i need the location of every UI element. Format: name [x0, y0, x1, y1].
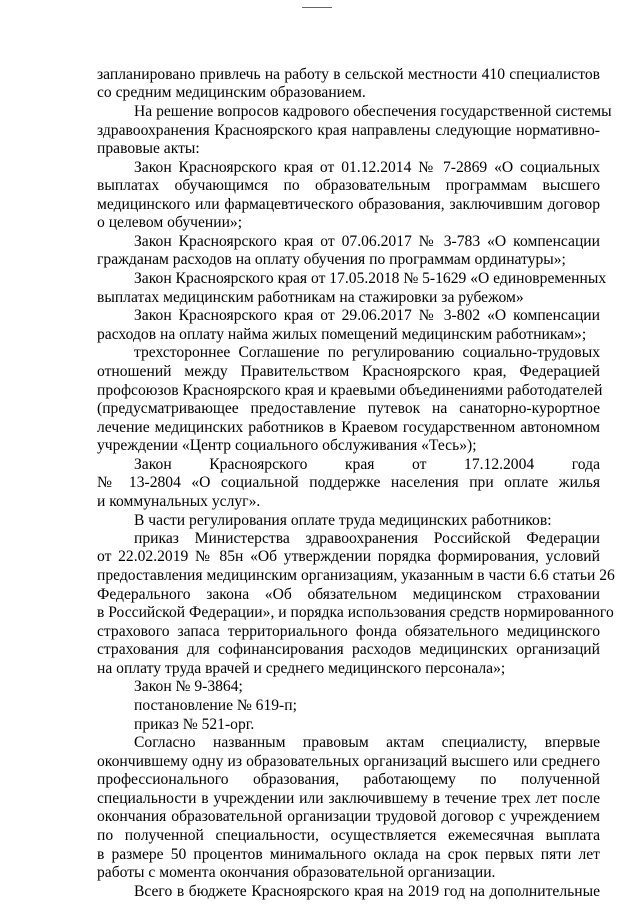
text-line: по полученной специальности, осуществляется ежемесячная выплата: [97, 827, 600, 844]
text-line: Согласно названным правовым актам специалисту, впервые: [134, 734, 600, 751]
text-line: о целевом обучении»;: [97, 214, 243, 231]
text-line: профессионального образования, работающему по полученной: [97, 771, 600, 788]
text-line: Закон Красноярского края от 17.12.2004 года: [134, 456, 600, 473]
text-line: Федерального закона «Об обязательном медицинском страховании: [97, 586, 600, 603]
text-line: правовые акты:: [97, 140, 200, 157]
page-top-mark: [302, 7, 332, 8]
text-line: (предусматривающее предоставление путевок на санаторно-курортное: [97, 400, 600, 417]
text-line: от 22.02.2019 № 85н «Об утверждении порядка формирования, условий: [97, 548, 600, 565]
text-line: специальности в учреждении или заключившему в течение трех лет после: [97, 790, 600, 807]
text-line: страхового запаса территориального фонда обязательного медицинского: [97, 623, 600, 640]
text-line: работы с момента окончания образовательной организации.: [97, 864, 496, 881]
text-line: В части регулирования оплате труда медицинских работников:: [134, 512, 552, 529]
text-line: и коммунальных услуг».: [97, 493, 261, 510]
text-line: постановление № 619-п;: [134, 697, 297, 714]
text-line: в размере 50 процентов минимального оклада на срок первых пяти лет: [97, 846, 600, 863]
text-line: выплатах медицинским работникам на стажировки за рубежом»: [97, 289, 524, 306]
text-line: Всего в бюджете Красноярского края на 2019 год на дополнительные: [134, 883, 600, 900]
text-line: расходов на оплату найма жилых помещений медицинским работникам»;: [97, 326, 587, 343]
text-line: лечение медицинских работников в Краевом государственном автономном: [97, 419, 600, 436]
text-line: со средним медицинским образованием.: [97, 84, 366, 101]
text-line: Закон Красноярского края от 29.06.2017 № 3-802 «О компенсации: [134, 307, 600, 324]
text-line: на оплату труда врачей и среднего медицинского персонала»;: [97, 660, 506, 677]
text-line: здравоохранения Красноярского края направлены следующие нормативно-: [97, 122, 600, 139]
text-line: Закон Красноярского края от 17.05.2018 № 5-1629 «О единовременных: [134, 270, 607, 287]
text-line: учреждении «Центр социального обслуживания «Тесь»);: [97, 437, 477, 454]
text-line: Закон Красноярского края от 01.12.2014 № 7-2869 «О социальных: [134, 159, 600, 176]
text-line: выплатах обучающимся по образовательным программам высшего: [97, 177, 600, 194]
text-line: запланировано привлечь на работу в сельской местности 410 специалистов: [97, 66, 600, 83]
text-line: На решение вопросов кадрового обеспечения государственной системы: [134, 103, 612, 120]
text-line: трехстороннее Соглашение по регулированию социально-трудовых: [134, 344, 600, 361]
text-line: № 13-2804 «О социальной поддержке населения при оплате жилья: [97, 474, 600, 491]
text-line: медицинского или фармацевтического образования, заключившим договор: [97, 196, 600, 213]
text-line: приказ Министерства здравоохранения Российской Федерации: [134, 530, 600, 547]
text-line: профсоюзов Красноярского края и краевыми объединениями работодателей: [97, 382, 603, 399]
text-line: отношений между Правительством Красноярского края, Федерацией: [97, 363, 600, 380]
text-line: окончившему одну из образовательных организаций высшего или среднего: [97, 753, 600, 770]
text-line: страхования для софинансирования расходов медицинских организаций: [97, 641, 600, 658]
text-line: предоставления медицинским организациям, указанным в части 6.6 статьи 26: [97, 567, 615, 584]
text-line: окончания образовательной организации трудовой договор с учреждением: [97, 808, 600, 825]
text-line: Закон Красноярского края от 07.06.2017 № 3-783 «О компенсации: [134, 233, 600, 250]
text-line: Закон № 9-3864;: [134, 678, 243, 695]
text-line: гражданам расходов на оплату обучения по программам ординатуры»;: [97, 251, 566, 268]
text-line: приказ № 521-орг.: [134, 716, 255, 733]
text-line: в Российской Федерации», и порядка использования средств нормированного: [97, 604, 614, 621]
